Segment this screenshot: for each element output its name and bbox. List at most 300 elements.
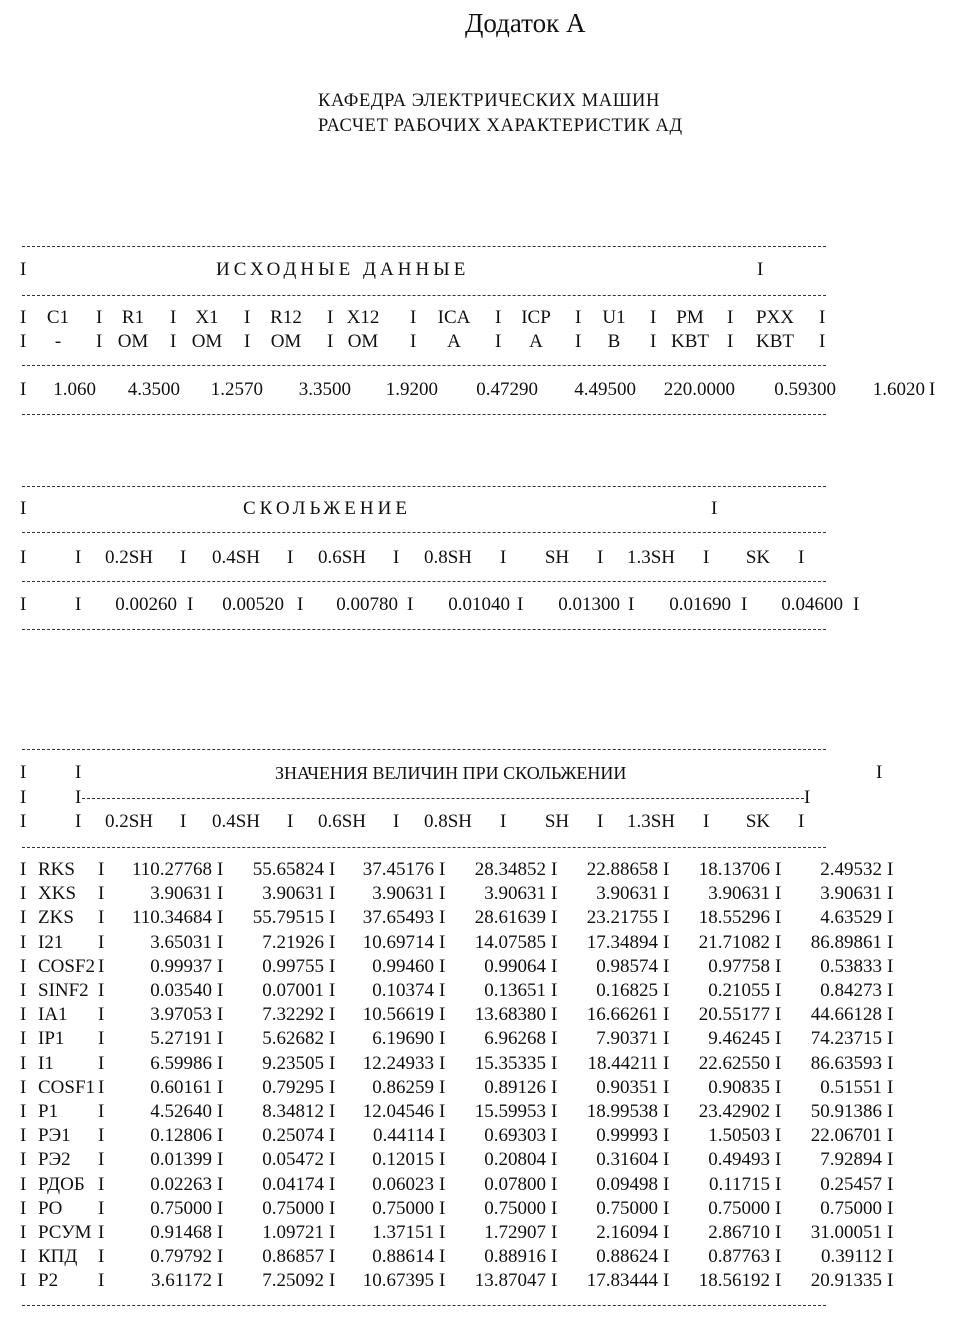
border-char: I bbox=[98, 1222, 105, 1243]
border-char: I bbox=[551, 980, 558, 1001]
table-cell: 22.62550 bbox=[698, 1052, 770, 1074]
border-char: I bbox=[98, 1028, 105, 1050]
table-cell: 3.61172 bbox=[150, 1270, 212, 1292]
border-char: I bbox=[775, 1270, 782, 1292]
param-unit: OM bbox=[191, 331, 223, 352]
border-char: I bbox=[217, 907, 224, 929]
slip-header: 0.8SH bbox=[423, 547, 473, 568]
border-char: I bbox=[329, 1149, 336, 1171]
results-header: 0.6SH bbox=[317, 811, 367, 832]
table-cell: 20.91335 bbox=[810, 1270, 882, 1292]
table-cell: 0.91468 bbox=[150, 1222, 212, 1243]
table-cell: 0.20804 bbox=[484, 1149, 546, 1171]
border-char: I bbox=[551, 859, 558, 880]
border-char: I bbox=[775, 1125, 782, 1147]
row-label: РЭ1 bbox=[38, 1125, 71, 1147]
border-char: I bbox=[439, 1052, 446, 1074]
border-char: I bbox=[887, 1052, 894, 1074]
border-char: I bbox=[495, 331, 502, 352]
table-cell: 31.00051 bbox=[810, 1222, 882, 1243]
border-char: I bbox=[775, 1052, 782, 1074]
table-cell: 3.90631 bbox=[262, 883, 324, 905]
border-char: I bbox=[663, 955, 670, 977]
border-char: I bbox=[887, 955, 894, 977]
border-char: I bbox=[775, 1076, 782, 1098]
border-char: I bbox=[329, 1125, 336, 1147]
border-char: I bbox=[663, 1125, 670, 1147]
border-char: I bbox=[650, 331, 657, 352]
table-cell: 15.35335 bbox=[474, 1052, 546, 1074]
border-char: I bbox=[575, 307, 582, 328]
param-unit: OM bbox=[117, 331, 149, 352]
border-char: I bbox=[711, 498, 718, 519]
table-cell: 3.90631 bbox=[484, 883, 546, 905]
border-char: I bbox=[98, 931, 105, 953]
slip-header: 1.3SH bbox=[626, 547, 676, 568]
border-char: I bbox=[20, 547, 27, 568]
border-char: I bbox=[439, 1028, 446, 1050]
param-unit: KBT bbox=[756, 331, 794, 352]
table-cell: 0.90835 bbox=[708, 1076, 770, 1098]
param-value: 4.49500 bbox=[574, 379, 636, 400]
divider bbox=[22, 532, 826, 533]
border-char: I bbox=[180, 811, 187, 832]
border-char: I bbox=[551, 1004, 558, 1026]
slip-value: 0.00780 bbox=[336, 594, 398, 615]
table-cell: 0.25074 bbox=[262, 1125, 324, 1147]
border-char: I bbox=[329, 1246, 336, 1268]
table-cell: 110.34684 bbox=[131, 907, 212, 929]
table-cell: 0.75000 bbox=[262, 1197, 324, 1219]
table-cell: 0.88624 bbox=[596, 1246, 658, 1268]
divider bbox=[22, 629, 826, 630]
table-cell: 0.05472 bbox=[262, 1149, 324, 1171]
border-char: I bbox=[887, 883, 894, 905]
border-char: I bbox=[20, 907, 27, 929]
table-cell: 12.24933 bbox=[362, 1052, 434, 1074]
border-char: I bbox=[75, 547, 82, 568]
param-unit: A bbox=[447, 331, 461, 352]
border-char: I bbox=[798, 547, 805, 568]
param-header: X1 bbox=[195, 307, 219, 328]
row-label: P2 bbox=[38, 1270, 59, 1292]
border-char: I bbox=[663, 1222, 670, 1243]
table-cell: 2.49532 bbox=[820, 859, 882, 880]
border-char: I bbox=[597, 547, 604, 568]
param-unit: A bbox=[529, 331, 543, 352]
border-char: I bbox=[410, 331, 417, 352]
table-cell: 7.25092 bbox=[262, 1270, 324, 1292]
table-cell: 0.09498 bbox=[596, 1173, 658, 1195]
param-header: U1 bbox=[602, 307, 626, 328]
table-cell: 4.52640 bbox=[150, 1101, 212, 1122]
table-cell: 13.87047 bbox=[474, 1270, 546, 1292]
border-char: I bbox=[217, 955, 224, 977]
slip-header: SH bbox=[544, 547, 570, 568]
border-char: I bbox=[329, 859, 336, 880]
border-char: I bbox=[727, 331, 734, 352]
table-cell: 7.21926 bbox=[262, 931, 324, 953]
slip-header: 0.2SH bbox=[104, 547, 154, 568]
input-data-title: ИСХОДНЫЕ ДАННЫЕ bbox=[216, 259, 470, 280]
border-char: I bbox=[217, 1125, 224, 1147]
border-char: I bbox=[329, 1173, 336, 1195]
table-cell: 18.44211 bbox=[587, 1052, 658, 1074]
border-char: I bbox=[663, 1197, 670, 1219]
border-char: I bbox=[217, 1101, 224, 1122]
border-char: I bbox=[98, 1197, 105, 1219]
table-cell: 55.79515 bbox=[252, 907, 324, 929]
border-char: I bbox=[551, 1125, 558, 1147]
table-cell: 0.88916 bbox=[484, 1246, 546, 1268]
border-char: I bbox=[775, 1101, 782, 1122]
table-cell: 74.23715 bbox=[810, 1028, 882, 1050]
border-char: I bbox=[887, 1246, 894, 1268]
table-cell: 0.99064 bbox=[484, 955, 546, 977]
table-cell: 0.75000 bbox=[596, 1197, 658, 1219]
border-char: I bbox=[517, 594, 524, 615]
results-header: 0.8SH bbox=[423, 811, 473, 832]
border-char: I bbox=[703, 811, 710, 832]
param-value: 1.6020 bbox=[872, 379, 925, 400]
table-cell: 18.56192 bbox=[698, 1270, 770, 1292]
border-char: I bbox=[663, 1076, 670, 1098]
border-char: I bbox=[439, 1197, 446, 1219]
border-char: I bbox=[804, 787, 811, 808]
border-char: I bbox=[329, 1197, 336, 1219]
border-char: I bbox=[217, 1076, 224, 1098]
divider bbox=[22, 365, 826, 366]
border-char: I bbox=[98, 1004, 105, 1026]
table-cell: 12.04546 bbox=[362, 1101, 434, 1122]
table-cell: 0.90351 bbox=[596, 1076, 658, 1098]
border-char: I bbox=[663, 1101, 670, 1122]
border-char: I bbox=[775, 931, 782, 953]
param-header: PM bbox=[676, 307, 704, 328]
row-label: PO bbox=[38, 1197, 63, 1219]
table-cell: 0.07800 bbox=[484, 1173, 546, 1195]
border-char: I bbox=[217, 1173, 224, 1195]
border-char: I bbox=[551, 1052, 558, 1074]
table-cell: 14.07585 bbox=[474, 931, 546, 953]
table-cell: 110.27768 bbox=[131, 859, 212, 880]
border-char: I bbox=[575, 331, 582, 352]
border-char: I bbox=[98, 1052, 105, 1074]
border-char: I bbox=[887, 1076, 894, 1098]
border-char: I bbox=[20, 1173, 27, 1195]
border-char: I bbox=[98, 907, 105, 929]
border-char: I bbox=[20, 859, 27, 880]
border-char: I bbox=[775, 859, 782, 880]
border-char: I bbox=[663, 1246, 670, 1268]
table-cell: 2.86710 bbox=[708, 1222, 770, 1243]
border-char: I bbox=[217, 1197, 224, 1219]
border-char: I bbox=[20, 1004, 27, 1026]
results-header: 0.2SH bbox=[104, 811, 154, 832]
border-char: I bbox=[329, 1101, 336, 1122]
border-char: I bbox=[775, 1246, 782, 1268]
border-char: I bbox=[393, 811, 400, 832]
table-cell: 21.71082 bbox=[698, 931, 770, 953]
calculation-title: РАСЧЕТ РАБОЧИХ ХАРАКТЕРИСТИК АД bbox=[318, 116, 683, 136]
border-char: I bbox=[217, 1052, 224, 1074]
border-char: I bbox=[775, 1028, 782, 1050]
border-char: I bbox=[439, 1125, 446, 1147]
border-char: I bbox=[663, 1004, 670, 1026]
border-char: I bbox=[20, 1052, 27, 1074]
table-cell: 23.42902 bbox=[698, 1101, 770, 1122]
table-cell: 3.90631 bbox=[596, 883, 658, 905]
border-char: I bbox=[887, 1004, 894, 1026]
border-char: I bbox=[551, 883, 558, 905]
border-char: I bbox=[20, 1197, 27, 1219]
table-cell: 3.90631 bbox=[708, 883, 770, 905]
table-cell: 0.99755 bbox=[262, 955, 324, 977]
border-char: I bbox=[757, 259, 764, 280]
border-char: I bbox=[887, 1222, 894, 1243]
table-cell: 17.83444 bbox=[586, 1270, 658, 1292]
border-char: I bbox=[703, 547, 710, 568]
border-char: I bbox=[551, 1076, 558, 1098]
border-char: I bbox=[439, 1076, 446, 1098]
row-label: РЭ2 bbox=[38, 1149, 71, 1171]
border-char: I bbox=[217, 883, 224, 905]
border-char: I bbox=[439, 1149, 446, 1171]
border-char: I bbox=[410, 307, 417, 328]
department-title: КАФЕДРА ЭЛЕКТРИЧЕСКИХ МАШИН bbox=[318, 91, 660, 111]
border-char: I bbox=[20, 1076, 27, 1098]
border-char: I bbox=[20, 980, 27, 1001]
border-char: I bbox=[551, 1197, 558, 1219]
table-cell: 86.89861 bbox=[810, 931, 882, 953]
border-char: I bbox=[439, 1004, 446, 1026]
param-header: C1 bbox=[46, 307, 70, 328]
table-cell: 1.50503 bbox=[708, 1125, 770, 1147]
table-cell: 0.88614 bbox=[372, 1246, 434, 1268]
table-cell: 3.90631 bbox=[372, 883, 434, 905]
border-char: I bbox=[217, 1149, 224, 1171]
table-cell: 18.55296 bbox=[698, 907, 770, 929]
table-cell: 0.53833 bbox=[820, 955, 882, 977]
border-char: I bbox=[244, 331, 251, 352]
border-char: I bbox=[887, 1028, 894, 1050]
border-char: I bbox=[727, 307, 734, 328]
table-cell: 0.75000 bbox=[372, 1197, 434, 1219]
border-char: I bbox=[329, 883, 336, 905]
table-cell: 37.65493 bbox=[362, 907, 434, 929]
border-char: I bbox=[20, 1149, 27, 1171]
param-header: X12 bbox=[346, 307, 380, 328]
table-cell: 7.92894 bbox=[820, 1149, 882, 1171]
divider bbox=[22, 1305, 826, 1306]
row-label: COSF2 bbox=[38, 955, 96, 977]
param-value: 0.47290 bbox=[476, 379, 538, 400]
border-char: I bbox=[887, 1149, 894, 1171]
table-cell: 13.68380 bbox=[474, 1004, 546, 1026]
table-cell: 1.37151 bbox=[372, 1222, 434, 1243]
border-char: I bbox=[663, 1173, 670, 1195]
appendix-title: Додаток А bbox=[465, 8, 586, 38]
border-char: I bbox=[20, 1028, 27, 1050]
border-char: I bbox=[551, 1270, 558, 1292]
slip-header: 0.4SH bbox=[211, 547, 261, 568]
table-cell: 0.21055 bbox=[708, 980, 770, 1001]
row-label: RKS bbox=[38, 859, 75, 880]
divider bbox=[22, 295, 826, 296]
border-char: I bbox=[75, 787, 82, 808]
border-char: I bbox=[329, 955, 336, 977]
row-label: IP1 bbox=[38, 1028, 65, 1050]
border-char: I bbox=[887, 1270, 894, 1292]
border-char: I bbox=[887, 1197, 894, 1219]
table-cell: 0.99460 bbox=[372, 955, 434, 977]
table-cell: 3.97053 bbox=[150, 1004, 212, 1026]
border-char: I bbox=[329, 931, 336, 953]
table-cell: 37.45176 bbox=[362, 859, 434, 880]
border-char: I bbox=[929, 379, 936, 400]
row-label: IA1 bbox=[38, 1004, 68, 1026]
border-char: I bbox=[20, 594, 27, 615]
border-char: I bbox=[98, 1101, 105, 1122]
border-char: I bbox=[20, 379, 27, 400]
divider bbox=[82, 798, 804, 799]
slip-value: 0.01300 bbox=[558, 594, 620, 615]
border-char: I bbox=[439, 955, 446, 977]
border-char: I bbox=[551, 1101, 558, 1122]
table-cell: 10.56619 bbox=[362, 1004, 434, 1026]
border-char: I bbox=[329, 1052, 336, 1074]
table-cell: 23.21755 bbox=[586, 907, 658, 929]
border-char: I bbox=[819, 331, 826, 352]
border-char: I bbox=[887, 1125, 894, 1147]
table-cell: 0.60161 bbox=[150, 1076, 212, 1098]
border-char: I bbox=[20, 1222, 27, 1243]
border-char: I bbox=[741, 594, 748, 615]
table-cell: 50.91386 bbox=[810, 1101, 882, 1122]
border-char: I bbox=[853, 594, 860, 615]
table-cell: 0.89126 bbox=[484, 1076, 546, 1098]
table-cell: 55.65824 bbox=[252, 859, 324, 880]
border-char: I bbox=[96, 307, 103, 328]
table-cell: 0.75000 bbox=[820, 1197, 882, 1219]
border-char: I bbox=[217, 1246, 224, 1268]
table-cell: 22.88658 bbox=[586, 859, 658, 880]
border-char: I bbox=[329, 1004, 336, 1026]
border-char: I bbox=[327, 331, 334, 352]
border-char: I bbox=[663, 1149, 670, 1171]
border-char: I bbox=[20, 955, 27, 977]
table-cell: 0.06023 bbox=[372, 1173, 434, 1195]
border-char: I bbox=[439, 931, 446, 953]
param-unit: - bbox=[54, 331, 62, 352]
border-char: I bbox=[798, 811, 805, 832]
param-unit: OM bbox=[270, 331, 302, 352]
border-char: I bbox=[329, 907, 336, 929]
row-label: КПД bbox=[38, 1246, 78, 1268]
table-cell: 86.63593 bbox=[810, 1052, 882, 1074]
table-cell: 5.62682 bbox=[262, 1028, 324, 1050]
border-char: I bbox=[329, 1270, 336, 1292]
param-value: 1.2570 bbox=[210, 379, 263, 400]
param-unit: OM bbox=[347, 331, 379, 352]
border-char: I bbox=[551, 955, 558, 977]
border-char: I bbox=[775, 907, 782, 929]
border-char: I bbox=[187, 594, 194, 615]
slip-header: SK bbox=[745, 547, 771, 568]
table-cell: 0.12015 bbox=[372, 1149, 434, 1171]
table-cell: 0.25457 bbox=[820, 1173, 882, 1195]
border-char: I bbox=[20, 883, 27, 905]
param-header: PXX bbox=[755, 307, 794, 328]
row-label: COSF1 bbox=[38, 1076, 96, 1098]
border-char: I bbox=[75, 762, 82, 783]
border-char: I bbox=[98, 1125, 105, 1147]
border-char: I bbox=[775, 1004, 782, 1026]
slip-value: 0.00260 bbox=[115, 594, 177, 615]
divider bbox=[22, 847, 826, 848]
border-char: I bbox=[327, 307, 334, 328]
table-cell: 3.90631 bbox=[820, 883, 882, 905]
border-char: I bbox=[551, 1246, 558, 1268]
results-header: SH bbox=[544, 811, 570, 832]
table-cell: 0.39112 bbox=[820, 1246, 882, 1268]
border-char: I bbox=[20, 498, 27, 519]
divider bbox=[22, 581, 826, 582]
border-char: I bbox=[20, 1246, 27, 1268]
border-char: I bbox=[287, 547, 294, 568]
border-char: I bbox=[887, 980, 894, 1001]
border-char: I bbox=[439, 980, 446, 1001]
row-label: I1 bbox=[38, 1052, 54, 1074]
border-char: I bbox=[663, 907, 670, 929]
divider bbox=[22, 246, 826, 247]
border-char: I bbox=[20, 331, 27, 352]
border-char: I bbox=[775, 1197, 782, 1219]
table-cell: 0.75000 bbox=[484, 1197, 546, 1219]
table-cell: 0.10374 bbox=[372, 980, 434, 1001]
border-char: I bbox=[98, 859, 105, 880]
table-cell: 0.07001 bbox=[262, 980, 324, 1001]
table-cell: 0.75000 bbox=[150, 1197, 212, 1219]
border-char: I bbox=[551, 1149, 558, 1171]
border-char: I bbox=[775, 1173, 782, 1195]
row-label: SINF2 bbox=[38, 980, 89, 1001]
table-cell: 0.49493 bbox=[708, 1149, 770, 1171]
table-cell: 0.87763 bbox=[708, 1246, 770, 1268]
border-char: I bbox=[887, 1173, 894, 1195]
border-char: I bbox=[180, 547, 187, 568]
border-char: I bbox=[551, 931, 558, 953]
row-label: XKS bbox=[38, 883, 77, 905]
param-header: R1 bbox=[121, 307, 145, 328]
border-char: I bbox=[628, 594, 635, 615]
table-cell: 6.96268 bbox=[484, 1028, 546, 1050]
results-header: SK bbox=[745, 811, 771, 832]
table-cell: 9.23505 bbox=[262, 1052, 324, 1074]
border-char: I bbox=[439, 1246, 446, 1268]
border-char: I bbox=[98, 883, 105, 905]
border-char: I bbox=[407, 594, 414, 615]
table-cell: 10.67395 bbox=[362, 1270, 434, 1292]
border-char: I bbox=[887, 1101, 894, 1122]
slip-value: 0.01690 bbox=[669, 594, 731, 615]
table-cell: 0.99993 bbox=[596, 1125, 658, 1147]
border-char: I bbox=[439, 1222, 446, 1243]
table-cell: 0.01399 bbox=[150, 1149, 212, 1171]
border-char: I bbox=[217, 1222, 224, 1243]
table-cell: 0.31604 bbox=[596, 1149, 658, 1171]
table-cell: 0.86857 bbox=[262, 1246, 324, 1268]
